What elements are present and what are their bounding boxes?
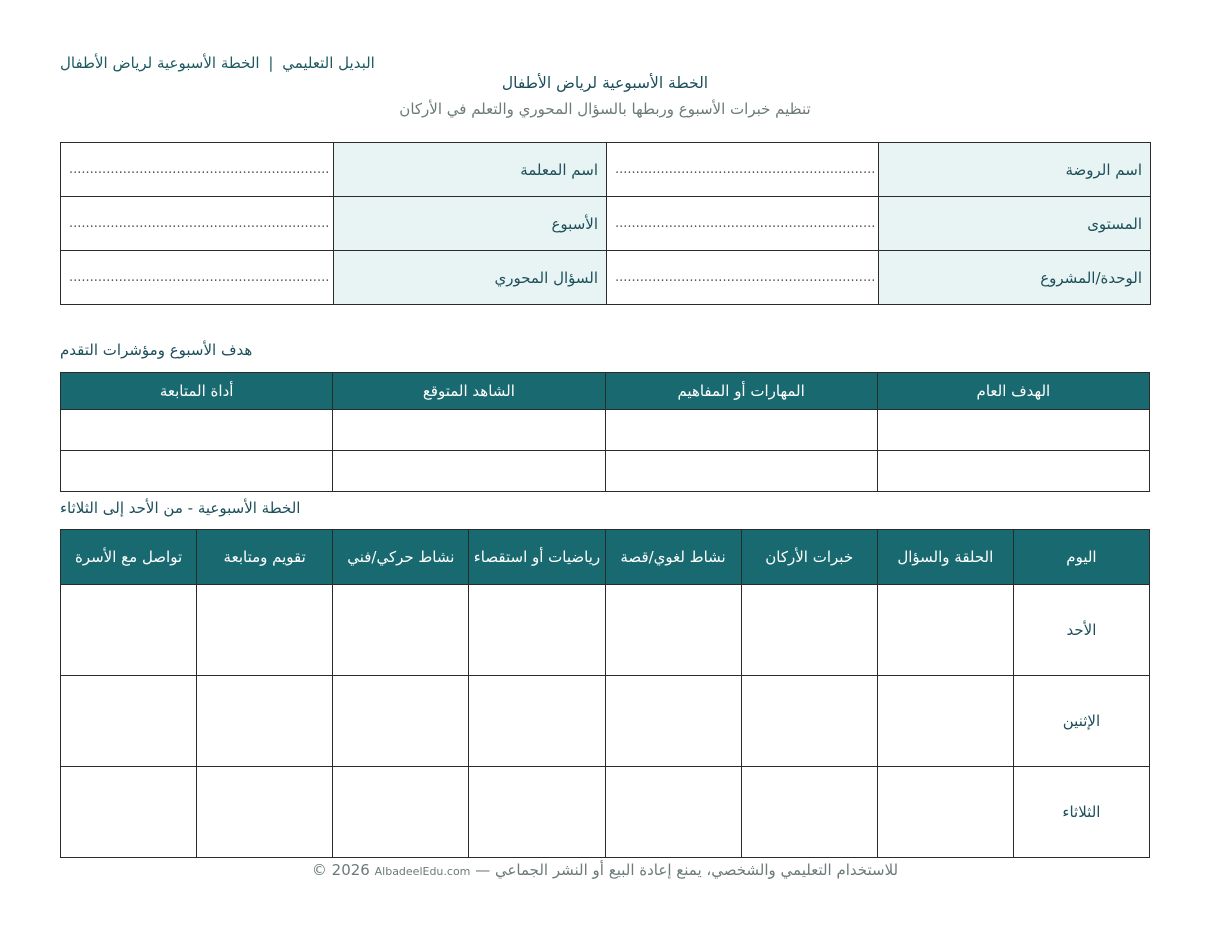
- plan-cell[interactable]: [469, 676, 605, 767]
- plan-cell[interactable]: [197, 676, 333, 767]
- plan-cell[interactable]: [605, 676, 741, 767]
- plan-cell[interactable]: [877, 585, 1013, 676]
- footer: [0, 861, 1210, 879]
- plan-header: رياضيات أو استقصاء: [469, 530, 605, 585]
- table-row: [61, 676, 1150, 767]
- plan-header: نشاط لغوي/قصة: [605, 530, 741, 585]
- plan-cell[interactable]: [469, 585, 605, 676]
- page-subtitle: تنظيم خبرات الأسبوع وربطها بالسؤال المحوري والتعلم في الأركان: [399, 100, 811, 118]
- table-row: [61, 585, 1150, 676]
- info-label: المستوى: [879, 197, 1151, 251]
- plan-cell[interactable]: [877, 676, 1013, 767]
- info-value-field[interactable]: ...............................................................: [607, 197, 879, 251]
- day-label: الثلاثاء: [1013, 767, 1149, 858]
- goals-header: أداة المتابعة: [61, 373, 333, 410]
- plan-cell[interactable]: [197, 767, 333, 858]
- table-row: [61, 767, 1150, 858]
- plan-header-row: [61, 530, 1150, 585]
- footer-text: — للاستخدام التعليمي والشخصي، يمنع إعادة البيع أو النشر الجماعي: [475, 861, 899, 879]
- info-row: [61, 197, 1151, 251]
- goals-header: الهدف العام: [877, 373, 1149, 410]
- brand-name: البديل التعليمي: [282, 54, 375, 72]
- info-label: الأسبوع: [334, 197, 607, 251]
- info-value-field[interactable]: ...............................................................: [607, 251, 879, 305]
- site-link[interactable]: AlbadeelEdu.com: [374, 865, 471, 878]
- plan-cell[interactable]: [61, 676, 197, 767]
- goals-header-row: [61, 373, 1150, 410]
- plan-cell[interactable]: [333, 767, 469, 858]
- info-label: اسم المعلمة: [334, 143, 607, 197]
- info-label: الوحدة/المشروع: [879, 251, 1151, 305]
- plan-header: تقويم ومتابعة: [197, 530, 333, 585]
- info-row: [61, 251, 1151, 305]
- info-label: السؤال المحوري: [334, 251, 607, 305]
- goals-cell[interactable]: [605, 451, 877, 492]
- day-label: الإثنين: [1013, 676, 1149, 767]
- info-value-field[interactable]: ...............................................................: [607, 143, 879, 197]
- goals-cell[interactable]: [61, 451, 333, 492]
- day-label: الأحد: [1013, 585, 1149, 676]
- header-brand: [60, 54, 375, 72]
- goals-cell[interactable]: [333, 410, 605, 451]
- plan-cell[interactable]: [61, 585, 197, 676]
- plan-cell[interactable]: [877, 767, 1013, 858]
- plan-cell[interactable]: [197, 585, 333, 676]
- info-value-field[interactable]: ...............................................................: [61, 197, 334, 251]
- page-title: الخطة الأسبوعية لرياض الأطفال: [501, 74, 709, 92]
- table-row: [61, 410, 1150, 451]
- goals-cell[interactable]: [605, 410, 877, 451]
- plan-cell[interactable]: [605, 585, 741, 676]
- goals-section-title: هدف الأسبوع ومؤشرات التقدم: [60, 341, 253, 359]
- plan-header: خبرات الأركان: [741, 530, 877, 585]
- goals-cell[interactable]: [333, 451, 605, 492]
- plan-header: نشاط حركي/فني: [333, 530, 469, 585]
- plan-cell[interactable]: [741, 676, 877, 767]
- info-label: اسم الروضة: [879, 143, 1151, 197]
- plan-header: الحلقة والسؤال: [877, 530, 1013, 585]
- info-value-field[interactable]: ...............................................................: [61, 251, 334, 305]
- plan-cell[interactable]: [605, 767, 741, 858]
- copyright: © 2026: [311, 861, 370, 879]
- document-name: الخطة الأسبوعية لرياض الأطفال: [60, 54, 260, 72]
- goals-cell[interactable]: [877, 410, 1149, 451]
- goals-cell[interactable]: [61, 410, 333, 451]
- plan-cell[interactable]: [469, 767, 605, 858]
- info-table: [60, 142, 1151, 305]
- plan-cell[interactable]: [61, 767, 197, 858]
- goals-table: [60, 372, 1150, 492]
- plan-header: تواصل مع الأسرة: [61, 530, 197, 585]
- info-row: [61, 143, 1151, 197]
- table-row: [61, 451, 1150, 492]
- weekly-plan-table: [60, 529, 1150, 858]
- info-value-field[interactable]: ...............................................................: [61, 143, 334, 197]
- goals-header: المهارات أو المفاهيم: [605, 373, 877, 410]
- plan-cell[interactable]: [333, 676, 469, 767]
- plan-cell[interactable]: [741, 767, 877, 858]
- header-separator: |: [268, 54, 274, 72]
- goals-cell[interactable]: [877, 451, 1149, 492]
- plan-cell[interactable]: [333, 585, 469, 676]
- goals-header: الشاهد المتوقع: [333, 373, 605, 410]
- plan-section-title: الخطة الأسبوعية - من الأحد إلى الثلاثاء: [60, 499, 301, 517]
- plan-cell[interactable]: [741, 585, 877, 676]
- plan-header: اليوم: [1013, 530, 1149, 585]
